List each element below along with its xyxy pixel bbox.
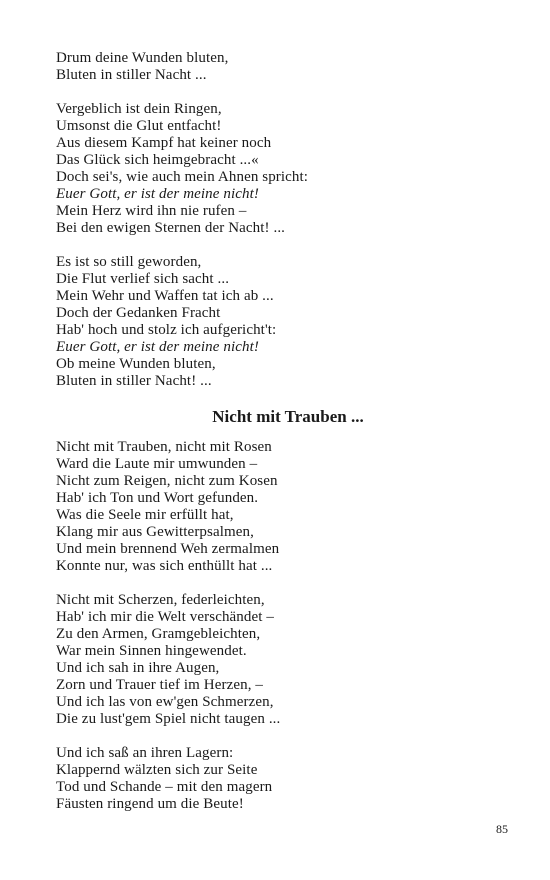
- verse-line: Tod und Schande – mit den magern: [56, 779, 273, 795]
- poem-title: Nicht mit Trauben ...: [212, 407, 364, 426]
- page-number: 85: [496, 822, 508, 836]
- verse-line: Mein Wehr und Waffen tat ich ab ...: [56, 288, 274, 304]
- stanza: [56, 254, 516, 390]
- verse-line: Das Glück sich heimgebracht ...«: [56, 152, 259, 168]
- poem-continued: [56, 50, 516, 390]
- verse-line: Nicht mit Scherzen, federleichten,: [56, 592, 265, 608]
- verse-line: Ob meine Wunden bluten,: [56, 356, 216, 372]
- verse-line: Aus diesem Kampf hat keiner noch: [56, 135, 272, 151]
- stanza: [56, 101, 516, 237]
- verse-line: War mein Sinnen hingewendet.: [56, 643, 247, 659]
- verse-line: Doch sei's, wie auch mein Ahnen spricht:: [56, 169, 309, 185]
- verse-line: Bluten in stiller Nacht! ...: [56, 373, 212, 389]
- verse-line: Hab' hoch und stolz ich aufgericht't:: [56, 322, 277, 338]
- verse-line: Euer Gott, er ist der meine nicht!: [56, 186, 259, 202]
- verse-line: Ward die Laute mir umwunden –: [56, 456, 258, 472]
- verse-line: Es ist so still geworden,: [56, 254, 202, 270]
- verse-line: Vergeblich ist dein Ringen,: [56, 101, 222, 117]
- verse-line: Und ich saß an ihren Lagern:: [56, 745, 234, 761]
- poem-nicht-mit-trauben: [56, 439, 516, 813]
- verse-line: Drum deine Wunden bluten,: [56, 50, 229, 66]
- verse-line: Hab' ich Ton und Wort gefunden.: [56, 490, 259, 506]
- verse-line: Und ich las von ew'gen Schmerzen,: [56, 694, 274, 710]
- verse-line: Zu den Armen, Gramgebleichten,: [56, 626, 261, 642]
- stanza: [56, 50, 516, 84]
- verse-line: Konnte nur, was sich enthüllt hat ...: [56, 558, 273, 574]
- verse-line: Die Flut verlief sich sacht ...: [56, 271, 230, 287]
- verse-line: Nicht mit Trauben, nicht mit Rosen: [56, 439, 272, 455]
- verse-line: Umsonst die Glut entfacht!: [56, 118, 222, 134]
- verse-line: Und ich sah in ihre Augen,: [56, 660, 220, 676]
- stanza: [56, 745, 516, 813]
- stanza: [56, 439, 516, 575]
- verse-line: Klappernd wälzten sich zur Seite: [56, 762, 258, 778]
- verse-line: Nicht zum Reigen, nicht zum Kosen: [56, 473, 278, 489]
- verse-line: Zorn und Trauer tief im Herzen, –: [56, 677, 264, 693]
- verse-line: Klang mir aus Gewitterpsalmen,: [56, 524, 254, 540]
- stanza: [56, 592, 516, 728]
- verse-line: Fäusten ringend um die Beute!: [56, 796, 244, 812]
- verse-line: Hab' ich mir die Welt verschändet –: [56, 609, 274, 625]
- verse-line: Und mein brennend Weh zermalmen: [56, 541, 280, 557]
- verse-line: Die zu lust'gem Spiel nicht taugen ...: [56, 711, 281, 727]
- verse-line: Euer Gott, er ist der meine nicht!: [56, 339, 259, 355]
- page-text: [56, 50, 516, 830]
- verse-line: Mein Herz wird ihn nie rufen –: [56, 203, 247, 219]
- verse-line: Bluten in stiller Nacht ...: [56, 67, 207, 83]
- verse-line: Was die Seele mir erfüllt hat,: [56, 507, 234, 523]
- verse-line: Bei den ewigen Sternen der Nacht! ...: [56, 220, 286, 236]
- verse-line: Doch der Gedanken Fracht: [56, 305, 221, 321]
